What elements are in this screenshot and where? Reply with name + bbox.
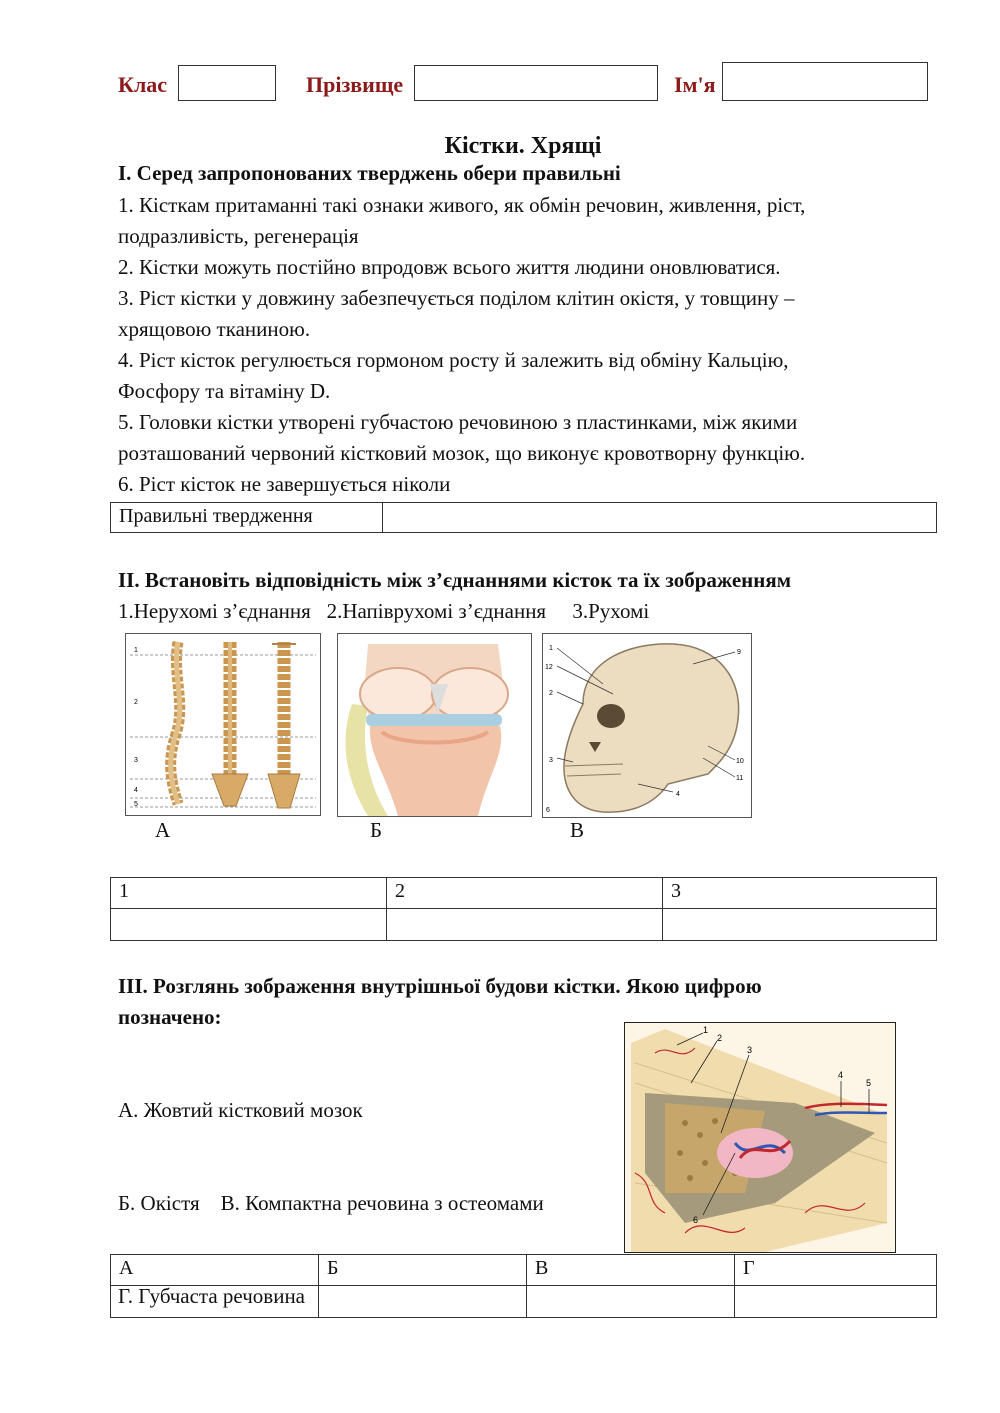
bone-structure-illustration: [625, 1023, 895, 1252]
class-label: Клас: [118, 72, 168, 97]
statement-line: 1. Кісткам притаманні такі ознаки живого, як обмін речовин, живлення, ріст,: [118, 193, 806, 217]
answer3-table: [110, 1254, 937, 1318]
statement-line: подразливість, регенерація: [118, 224, 359, 248]
bone-structure-figure: [624, 1022, 896, 1253]
name-label: Ім'я: [674, 72, 716, 97]
skull-illustration: [543, 634, 751, 817]
spine-label: 4: [134, 787, 138, 794]
spine-label: 5: [134, 801, 138, 808]
bone-label: 4: [838, 1070, 844, 1080]
statement-line: Фосфору та вітаміну D.: [118, 379, 331, 403]
skull-figure: [542, 633, 752, 818]
statement-line: хрящовою тканиною.: [118, 317, 311, 341]
spine-label: 3: [134, 757, 138, 764]
answer3-header: Г: [735, 1255, 937, 1286]
answer1-table: [110, 502, 937, 533]
skull-label: 11: [736, 775, 744, 782]
bone-label: 6: [693, 1215, 699, 1225]
section3-heading-cont: позначено:: [118, 1005, 222, 1029]
section2-options: 1.Нерухомі з’єднання 2.Напіврухомі з’єднання 3.Рухомі: [118, 599, 650, 623]
spine-illustration: [126, 634, 320, 815]
spine-figure: [125, 633, 321, 816]
figure-caption-b: Б: [370, 818, 383, 842]
page-title: Кістки. Хрящі: [444, 133, 602, 159]
answer2-cell[interactable]: [111, 909, 387, 941]
statement-line: 2. Кістки можуть постійно впродовж всього життя людини оновлюватися.: [118, 255, 781, 279]
surname-label: Прізвище: [306, 72, 404, 97]
spine-label: 1: [134, 647, 138, 654]
name-field[interactable]: [722, 62, 928, 101]
answer1-label: Правильні твердження: [111, 503, 383, 533]
knee-figure: [337, 633, 532, 817]
statement-line: 5. Головки кістки утворені губчастою речовиною з пластинками, між якими: [118, 410, 798, 434]
statement-line: 6. Ріст кісток не завершується ніколи: [118, 472, 451, 496]
answer2-cell[interactable]: [663, 909, 937, 941]
answer2-header: 3: [663, 878, 937, 909]
answer2-table: [110, 877, 937, 941]
section3-item: Г. Губчаста речовина: [118, 1284, 306, 1308]
section1-heading: І. Серед запропонованих тверджень обери правильні: [118, 161, 621, 185]
bone-label: 5: [866, 1078, 872, 1088]
answer3-cell[interactable]: [527, 1286, 735, 1318]
answer3-cell[interactable]: [111, 1286, 319, 1318]
answer3-header: В: [527, 1255, 735, 1286]
skull-label: 1: [549, 645, 553, 652]
skull-label: 4: [676, 791, 680, 798]
statement-line: 4. Ріст кісток регулюється гормоном росту й залежить від обміну Кальцію,: [118, 348, 789, 372]
bone-label: 1: [703, 1025, 709, 1035]
statement-line: 3. Ріст кістки у довжину забезпечується поділом клітин окістя, у товщину –: [118, 286, 795, 310]
skull-label: 2: [549, 690, 553, 697]
surname-field[interactable]: [414, 65, 658, 101]
skull-label: 3: [549, 757, 553, 764]
section3-item: Б. Окістя В. Компактна речовина з остеомами: [118, 1191, 544, 1215]
answer1-cell[interactable]: [383, 503, 937, 533]
answer3-header: Б: [319, 1255, 527, 1286]
answer3-cell[interactable]: [319, 1286, 527, 1318]
statement-line: розташований червоний кістковий мозок, що виконує кровотворну функцію.: [118, 441, 806, 465]
answer2-header: 2: [387, 878, 663, 909]
skull-label: 12: [545, 664, 553, 671]
figure-caption-a: А: [155, 818, 171, 842]
figure-caption-v: В: [570, 818, 585, 842]
answer2-header: 1: [111, 878, 387, 909]
answer2-cell[interactable]: [387, 909, 663, 941]
answer3-header: А: [111, 1255, 319, 1286]
section3-heading: ІІІ. Розглянь зображення внутрішньої будови кістки. Якою цифрою: [118, 974, 762, 998]
class-field[interactable]: [178, 65, 276, 101]
section3-item: А. Жовтий кістковий мозок: [118, 1098, 363, 1122]
bone-label: 3: [747, 1045, 753, 1055]
section1-statements: [118, 190, 918, 500]
spine-label: 2: [134, 699, 138, 706]
section2-heading: ІІ. Встановіть відповідність між з’єднаннями кісток та їх зображенням: [118, 568, 792, 592]
skull-label: 10: [736, 758, 744, 765]
bone-label: 2: [717, 1033, 723, 1043]
skull-label: 6: [546, 807, 550, 814]
skull-label: 9: [737, 649, 741, 656]
answer3-cell[interactable]: [735, 1286, 937, 1318]
knee-illustration: [338, 634, 531, 816]
